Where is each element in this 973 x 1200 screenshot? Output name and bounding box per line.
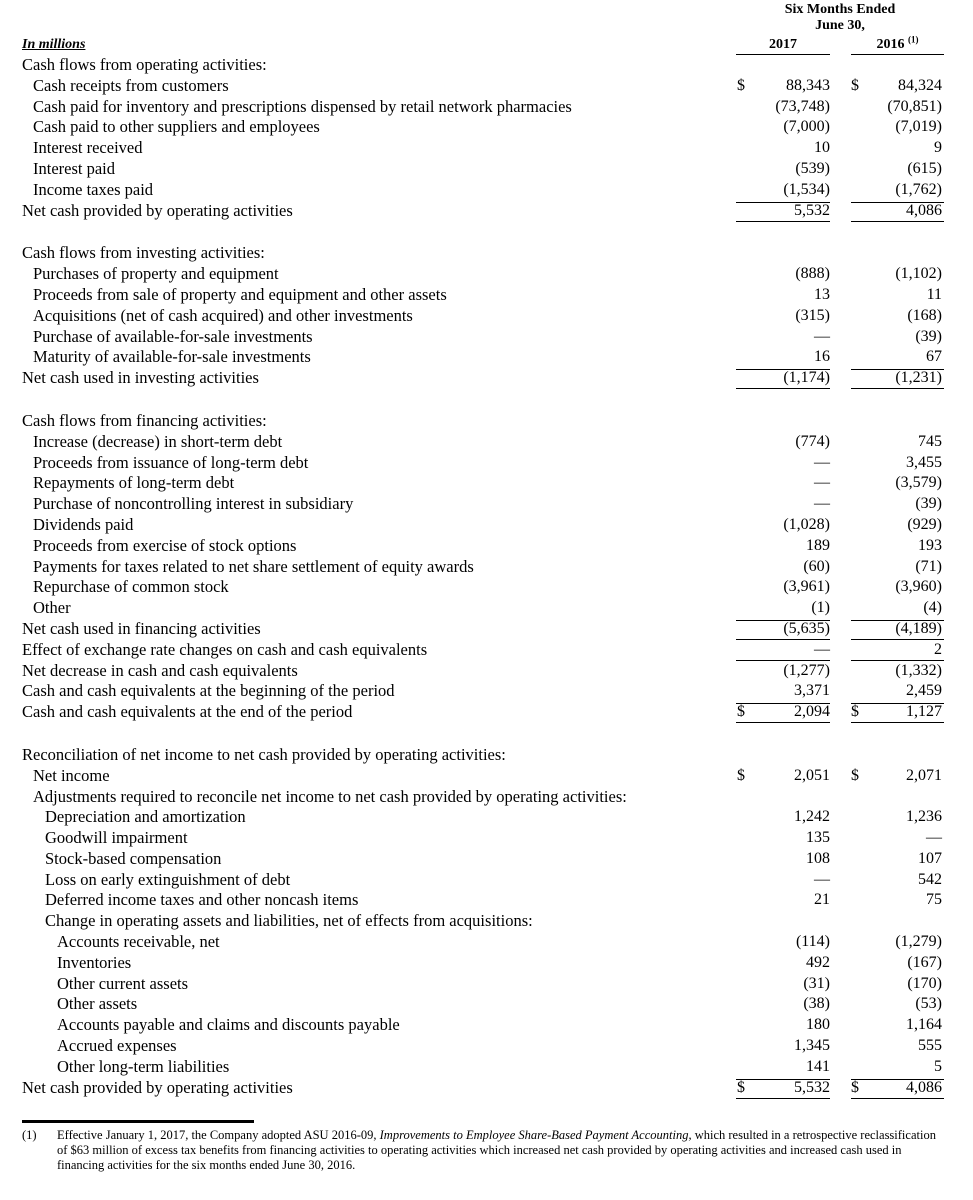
row-label: Repayments of long-term debt bbox=[33, 473, 235, 493]
row-label: Interest paid bbox=[33, 158, 116, 178]
table-row bbox=[0, 306, 973, 327]
table-row bbox=[0, 870, 973, 891]
table-row bbox=[0, 1057, 973, 1078]
value-2016: 4,086 bbox=[906, 1078, 942, 1096]
value-2016: 193 bbox=[918, 536, 942, 554]
row-label: Depreciation and amortization bbox=[45, 807, 246, 827]
value-2016: 107 bbox=[918, 849, 942, 867]
value-2016: 11 bbox=[926, 285, 942, 303]
value-2016: 67 bbox=[926, 348, 942, 366]
row-label: Deferred income taxes and other noncash items bbox=[45, 890, 359, 910]
value-2017: — bbox=[814, 453, 830, 471]
row-label: Accounts receivable, net bbox=[57, 932, 220, 952]
row-label: Accrued expenses bbox=[57, 1036, 177, 1056]
currency-symbol: $ bbox=[851, 76, 859, 94]
value-2017: (31) bbox=[803, 974, 830, 992]
row-label: Other bbox=[33, 598, 71, 618]
row-label: Adjustments required to reconcile net income to net cash provided by operating activities: bbox=[33, 786, 627, 806]
value-2016: (929) bbox=[907, 515, 942, 533]
column-header-2016: 2016 $^{(1)}$ bbox=[876, 34, 919, 52]
table-row bbox=[0, 661, 973, 682]
table-row bbox=[0, 807, 973, 828]
table-row bbox=[0, 243, 973, 264]
row-label: Change in operating assets and liabilities, net of effects from acquisitions: bbox=[45, 911, 533, 931]
value-2016: 1,236 bbox=[906, 808, 942, 826]
table-row bbox=[0, 787, 973, 808]
value-2017: (1,028) bbox=[783, 515, 830, 533]
table-row bbox=[0, 640, 973, 661]
row-label: Purchases of property and equipment bbox=[33, 264, 279, 284]
table-row bbox=[0, 473, 973, 494]
subtotal-rule bbox=[736, 703, 830, 704]
table-row bbox=[0, 536, 973, 557]
currency-symbol: $ bbox=[737, 703, 745, 721]
value-2016: (615) bbox=[907, 159, 942, 177]
footnote-ref: (1) bbox=[908, 34, 919, 45]
value-2017: — bbox=[814, 327, 830, 345]
table-row bbox=[0, 849, 973, 870]
value-2016: 555 bbox=[918, 1037, 942, 1055]
value-2017: (1) bbox=[811, 599, 830, 617]
value-2017: (73,748) bbox=[775, 97, 830, 115]
row-label: Inventories bbox=[57, 952, 132, 972]
value-2017: (1,534) bbox=[783, 180, 830, 198]
subtotal-rule bbox=[851, 369, 944, 370]
value-2017: (539) bbox=[795, 159, 830, 177]
value-2016: — bbox=[926, 829, 942, 847]
value-2017: (1,277) bbox=[783, 661, 830, 679]
currency-symbol: $ bbox=[851, 766, 859, 784]
value-2016: 3,455 bbox=[906, 453, 942, 471]
row-label: Purchase of available-for-sale investments bbox=[33, 326, 313, 346]
row-label: Increase (decrease) in short-term debt bbox=[33, 431, 283, 451]
value-2017: 141 bbox=[806, 1057, 830, 1075]
row-label: Cash and cash equivalents at the end of the period bbox=[22, 702, 353, 722]
row-spacer bbox=[0, 723, 973, 745]
table-row bbox=[0, 932, 973, 953]
row-label: Stock-based compensation bbox=[45, 848, 222, 868]
table-row bbox=[0, 911, 973, 932]
value-2016: (70,851) bbox=[887, 97, 942, 115]
row-label: Other current assets bbox=[57, 973, 189, 993]
table-row bbox=[0, 494, 973, 515]
table-row bbox=[0, 974, 973, 995]
row-label: Proceeds from exercise of stock options bbox=[33, 535, 297, 555]
total-rule bbox=[736, 1098, 830, 1099]
value-2017: (38) bbox=[803, 995, 830, 1013]
value-2017: 21 bbox=[814, 891, 830, 909]
value-2017: 180 bbox=[806, 1016, 830, 1034]
table-row bbox=[0, 890, 973, 911]
value-2016: 745 bbox=[918, 432, 942, 450]
column-header-2017: 2017 bbox=[769, 37, 797, 52]
value-2017: 10 bbox=[814, 139, 830, 157]
row-label: Accounts payable and claims and discounts payable bbox=[57, 1015, 400, 1035]
row-label: Net cash provided by operating activities bbox=[22, 200, 293, 220]
table-row bbox=[0, 432, 973, 453]
value-2016: 542 bbox=[918, 870, 942, 888]
table-row bbox=[0, 347, 973, 368]
row-label: Reconciliation of net income to net cash provided by operating activities: bbox=[22, 744, 506, 764]
row-spacer bbox=[0, 389, 973, 411]
table-row bbox=[0, 327, 973, 348]
value-2016: (1,231) bbox=[895, 369, 942, 387]
currency-symbol: $ bbox=[851, 1078, 859, 1096]
subtotal-rule bbox=[851, 1079, 944, 1080]
value-2017: (774) bbox=[795, 432, 830, 450]
table-row bbox=[0, 681, 973, 702]
row-label: Cash flows from operating activities: bbox=[22, 55, 267, 74]
table-row bbox=[0, 97, 973, 118]
value-2017: 108 bbox=[806, 849, 830, 867]
row-spacer bbox=[0, 221, 973, 243]
subtotal-rule bbox=[736, 369, 830, 370]
table-row bbox=[0, 766, 973, 787]
value-2017: — bbox=[814, 870, 830, 888]
value-2016: (1,332) bbox=[895, 661, 942, 679]
currency-symbol: $ bbox=[737, 1078, 745, 1096]
table-row bbox=[0, 577, 973, 598]
footnote-text: Effective January 1, 2017, the Company adopted ASU 2016-09, Improvements to Employee Share-Based Payment Accounting, which resulted in a retrospective reclassification of $63 million of excess tax benefits from financing activities to operating activities which increased net cash provided by operating activities and increased cash used in financing activities for the six months ended June 30, 2016. bbox=[57, 1128, 936, 1172]
value-2017: 1,345 bbox=[794, 1037, 830, 1055]
table-row bbox=[0, 368, 973, 389]
value-2016: (7,019) bbox=[895, 118, 942, 136]
table-row bbox=[0, 159, 973, 180]
value-2016: (39) bbox=[915, 327, 942, 345]
table-row bbox=[0, 828, 973, 849]
value-2016: (3,579) bbox=[895, 474, 942, 492]
value-2017: (888) bbox=[795, 265, 830, 283]
value-2017: 2,051 bbox=[794, 766, 830, 784]
row-label: Net decrease in cash and cash equivalents bbox=[22, 660, 298, 680]
table-row bbox=[0, 76, 973, 97]
row-label: Cash flows from investing activities: bbox=[22, 243, 265, 263]
value-2017: 2,094 bbox=[794, 703, 830, 721]
subtotal-rule bbox=[851, 202, 944, 203]
value-2016: 84,324 bbox=[898, 76, 942, 94]
value-2017: 13 bbox=[814, 285, 830, 303]
value-2016: 2,459 bbox=[906, 682, 942, 700]
row-label: Interest received bbox=[33, 138, 143, 158]
row-label: Maturity of available-for-sale investments bbox=[33, 347, 311, 367]
table-row bbox=[0, 55, 973, 76]
value-2016: (53) bbox=[915, 995, 942, 1013]
subtotal-rule bbox=[736, 620, 830, 621]
row-label: Acquisitions (net of cash acquired) and other investments bbox=[33, 305, 413, 325]
row-label: Cash paid for inventory and prescriptions dispensed by retail network pharmacies bbox=[33, 96, 572, 116]
value-2017: (315) bbox=[795, 306, 830, 324]
table-row bbox=[0, 619, 973, 640]
currency-symbol: $ bbox=[851, 703, 859, 721]
value-2016: (71) bbox=[915, 557, 942, 575]
row-label: Income taxes paid bbox=[33, 179, 154, 199]
row-label: Repurchase of common stock bbox=[33, 577, 229, 597]
footnote-number: (1) bbox=[22, 1128, 37, 1142]
table-row bbox=[0, 994, 973, 1015]
value-2017: — bbox=[814, 640, 830, 658]
value-2016: (39) bbox=[915, 495, 942, 513]
value-2017: 5,532 bbox=[794, 1078, 830, 1096]
value-2016: 1,164 bbox=[906, 1016, 942, 1034]
value-2016: (4) bbox=[923, 599, 942, 617]
value-2016: (1,279) bbox=[895, 933, 942, 951]
value-2016: 1,127 bbox=[906, 703, 942, 721]
row-label: Payments for taxes related to net share settlement of equity awards bbox=[33, 556, 474, 576]
table-row bbox=[0, 138, 973, 159]
value-2017: 135 bbox=[806, 829, 830, 847]
value-2016: (168) bbox=[907, 306, 942, 324]
row-label: Proceeds from issuance of long-term debt bbox=[33, 452, 309, 472]
row-label: Cash receipts from customers bbox=[33, 75, 229, 95]
row-label: Effect of exchange rate changes on cash and cash equivalents bbox=[22, 639, 428, 659]
row-label: Cash and cash equivalents at the beginning of the period bbox=[22, 681, 395, 701]
table-row bbox=[0, 411, 973, 432]
value-2017: (7,000) bbox=[783, 118, 830, 136]
value-2016: 4,086 bbox=[906, 201, 942, 219]
table-row bbox=[0, 598, 973, 619]
table-row bbox=[0, 264, 973, 285]
row-label: Purchase of noncontrolling interest in subsidiary bbox=[33, 494, 354, 514]
value-2016: 5 bbox=[934, 1057, 942, 1075]
value-2016: 9 bbox=[934, 139, 942, 157]
table-row bbox=[0, 515, 973, 536]
table-row bbox=[0, 745, 973, 766]
footnote-divider bbox=[22, 1120, 254, 1123]
value-2017: (114) bbox=[795, 933, 830, 951]
value-2017: — bbox=[814, 495, 830, 513]
subtotal-rule bbox=[851, 620, 944, 621]
row-label: Net cash provided by operating activities bbox=[22, 1077, 293, 1097]
subtotal-rule bbox=[851, 703, 944, 704]
value-2017: (1,174) bbox=[783, 369, 830, 387]
table-row bbox=[0, 285, 973, 306]
value-2017: 189 bbox=[806, 536, 830, 554]
row-label: Net income bbox=[33, 765, 110, 785]
units-label: In millions bbox=[22, 37, 86, 52]
row-label: Net cash used in investing activities bbox=[22, 368, 259, 388]
value-2017: 3,371 bbox=[794, 682, 830, 700]
table-row bbox=[0, 1015, 973, 1036]
currency-symbol: $ bbox=[737, 766, 745, 784]
table-row bbox=[0, 1036, 973, 1057]
value-2017: (60) bbox=[803, 557, 830, 575]
period-title: Six Months Ended bbox=[784, 2, 896, 17]
value-2016: 2 bbox=[934, 640, 942, 658]
period-subtitle: June 30, bbox=[815, 18, 865, 33]
value-2016: (1,762) bbox=[895, 180, 942, 198]
table-row bbox=[0, 180, 973, 201]
row-label: Dividends paid bbox=[33, 514, 134, 534]
row-label: Goodwill impairment bbox=[45, 828, 188, 848]
value-2016: (1,102) bbox=[895, 265, 942, 283]
row-label: Loss on early extinguishment of debt bbox=[45, 869, 291, 889]
subtotal-rule bbox=[736, 202, 830, 203]
value-2017: 16 bbox=[814, 348, 830, 366]
value-2017: 492 bbox=[806, 953, 830, 971]
row-label: Other assets bbox=[57, 994, 138, 1014]
value-2016: (170) bbox=[907, 974, 942, 992]
row-label: Net cash used in financing activities bbox=[22, 618, 261, 638]
value-2017: 88,343 bbox=[786, 76, 830, 94]
value-2017: (3,961) bbox=[783, 578, 830, 596]
row-label: Other long-term liabilities bbox=[57, 1056, 230, 1076]
table-row bbox=[0, 201, 973, 222]
table-row bbox=[0, 117, 973, 138]
value-2017: 5,532 bbox=[794, 201, 830, 219]
table-row bbox=[0, 557, 973, 578]
value-2016: (3,960) bbox=[895, 578, 942, 596]
table-row bbox=[0, 953, 973, 974]
value-2017: — bbox=[814, 474, 830, 492]
currency-symbol: $ bbox=[737, 76, 745, 94]
subtotal-rule bbox=[736, 1079, 830, 1080]
value-2016: 75 bbox=[926, 891, 942, 909]
value-2017: 1,242 bbox=[794, 808, 830, 826]
cash-flow-table bbox=[0, 55, 973, 1098]
table-row bbox=[0, 1078, 973, 1099]
value-2016: (167) bbox=[907, 953, 942, 971]
row-label: Cash flows from financing activities: bbox=[22, 410, 267, 430]
value-2016: 2,071 bbox=[906, 766, 942, 784]
table-row bbox=[0, 702, 973, 723]
value-2017: (5,635) bbox=[783, 619, 830, 637]
total-rule bbox=[851, 1098, 944, 1099]
table-row bbox=[0, 453, 973, 474]
value-2016: (4,189) bbox=[895, 619, 942, 637]
row-label: Proceeds from sale of property and equipment and other assets bbox=[33, 284, 447, 304]
row-label: Cash paid to other suppliers and employees bbox=[33, 117, 320, 137]
